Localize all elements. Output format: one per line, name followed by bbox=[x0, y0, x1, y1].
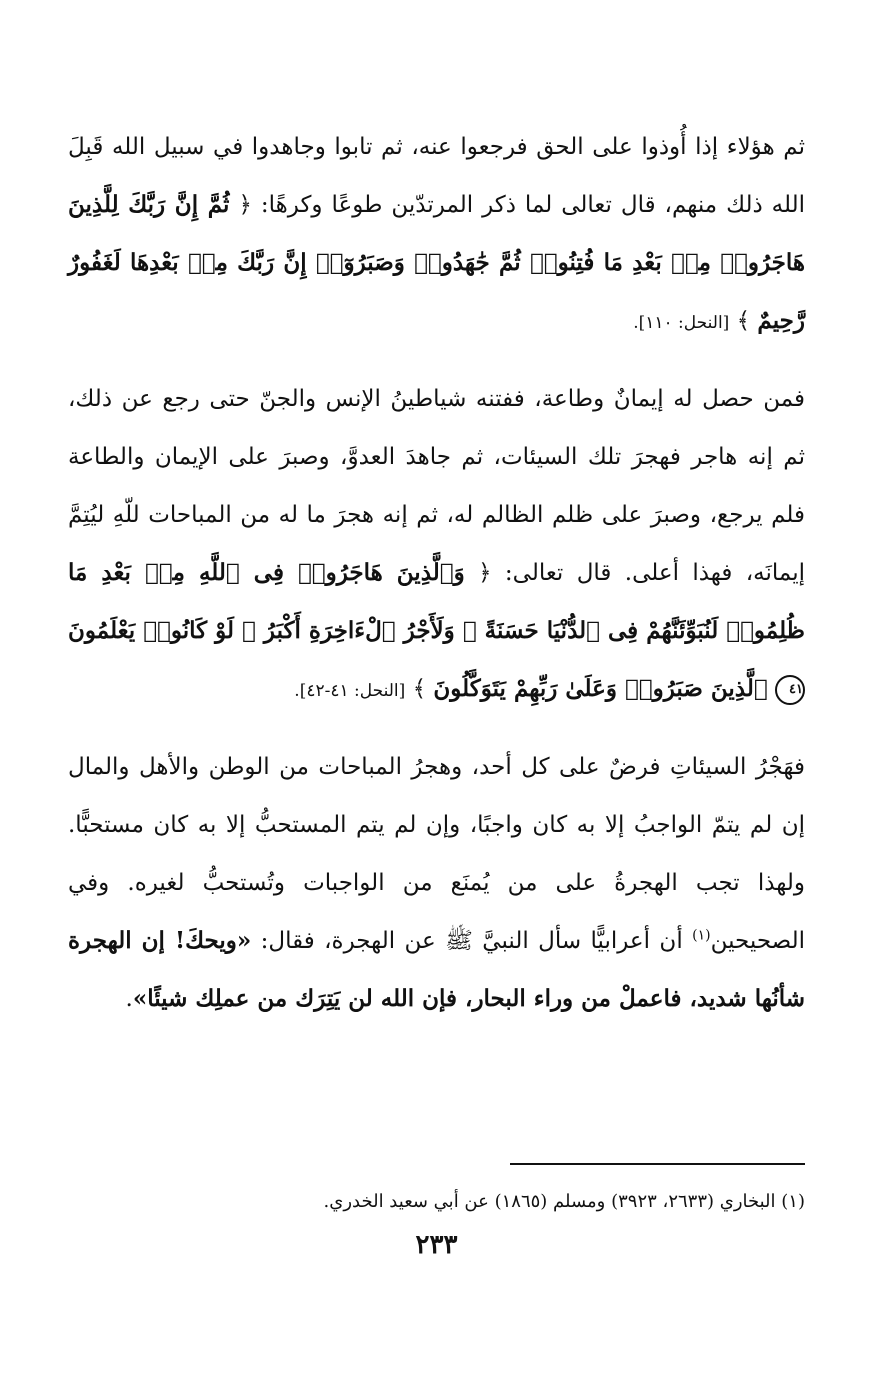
footnote-text: البخاري (٢٦٣٣، ٣٩٢٣) ومسلم (١٨٦٥) عن أبي سعيد الخدري. bbox=[323, 1191, 776, 1212]
paragraph-3-text: فهَجْرُ السيئاتِ فرضٌ على كل أحد، وهجرُ المباحات من الوطن والأهل والمال إن لم يتمّ الواجبُ إلا به كان واجبًا، وإن لم يتم المستحبُّ إلا به كان مستحبًّا. ولهذا تجب الهجرةُ على من يُمنَع من الواجبات وتُستحبُّ لغيره. وفي الصحيحين bbox=[68, 754, 806, 954]
ayah-number-marker: ٤١ bbox=[775, 675, 805, 705]
quran-open-bracket: ﴿ bbox=[238, 192, 252, 218]
quran-verse-nahl-110: ثُمَّ إِنَّ رَبَّكَ لِلَّذِينَ هَاجَرُوا۟ مِنۢ بَعْدِ مَا فُتِنُوا۟ ثُمَّ جَٰهَدُوا۟ وَصَبَرُوٓا۟ إِنَّ رَبَّكَ مِنۢ بَعْدِهَا لَغَفُورٌ رَّحِيمٌ bbox=[68, 191, 805, 334]
quran-close-bracket: ﴾ bbox=[412, 676, 427, 702]
paragraph-3-end: . bbox=[125, 986, 133, 1012]
paragraph-2 bbox=[68, 370, 805, 720]
footnote-number: (١) bbox=[781, 1191, 805, 1212]
footnote bbox=[68, 1188, 805, 1216]
verse-reference: [النحل: ١١٠]. bbox=[633, 313, 730, 333]
footnote-divider bbox=[510, 1163, 805, 1165]
verse-reference: [النحل: ٤١-٤٢]. bbox=[294, 681, 406, 701]
paragraph-3-text-2: أن أعرابيًّا سأل النبيَّ ﷺ عن الهجرة، فقال: bbox=[260, 928, 683, 954]
page-number: ٢٣٣ bbox=[415, 1230, 458, 1260]
quran-verse-nahl-42: ٱلَّذِينَ صَبَرُوا۟ وَعَلَىٰ رَبِّهِمْ يَتَوَكَّلُونَ bbox=[433, 675, 768, 702]
quran-close-bracket: ﴾ bbox=[736, 308, 751, 334]
quran-verse-nahl-41: وَٱلَّذِينَ هَاجَرُوا۟ فِى ٱللَّهِ مِنۢ بَعْدِ مَا ظُلِمُوا۟ لَنُبَوِّئَنَّهُمْ فِى ٱلدُّنْيَا حَسَنَةً ۖ وَلَأَجْرُ ٱلْءَاخِرَةِ أَكْبَرُ ۚ لَوْ كَانُوا۟ يَعْلَمُونَ bbox=[68, 559, 805, 644]
paragraph-3 bbox=[68, 738, 805, 1028]
paragraph-1-text: ثم هؤلاء إذا أُوذوا على الحق فرجعوا عنه، ثم تابوا وجاهدوا في سبيل الله قَبِلَ الله ذلك منهم، قال تعالى لما ذكر المرتدّين طوعًا وكرهًا: bbox=[68, 134, 806, 218]
hadith-quote: «ويحكَ! إن الهجرة شأنُها شديد، فاعملْ من وراء البحار، فإن الله لن يَتِرَك من عملِك شيئًا» bbox=[68, 927, 805, 1012]
main-text bbox=[68, 118, 805, 1028]
footnote-marker[interactable]: (١) bbox=[692, 927, 711, 944]
paragraph-2-text: فمن حصل له إيمانٌ وطاعة، ففتنه شياطينُ الإنس والجنّ حتى رجع عن ذلك، ثم إنه هاجر فهجرَ تلك السيئات، ثم جاهدَ العدوَّ، وصبرَ على الإيمان والطاعة فلم يرجع، وصبرَ على ظلم الظالم له، ثم إنه هجرَ ما له من المباحات للّهِ ليُتِمَّ إيمانَه، فهذا أعلى. قال تعالى: bbox=[68, 386, 805, 586]
paragraph-1 bbox=[68, 118, 805, 352]
quran-open-bracket: ﴿ bbox=[478, 560, 492, 586]
